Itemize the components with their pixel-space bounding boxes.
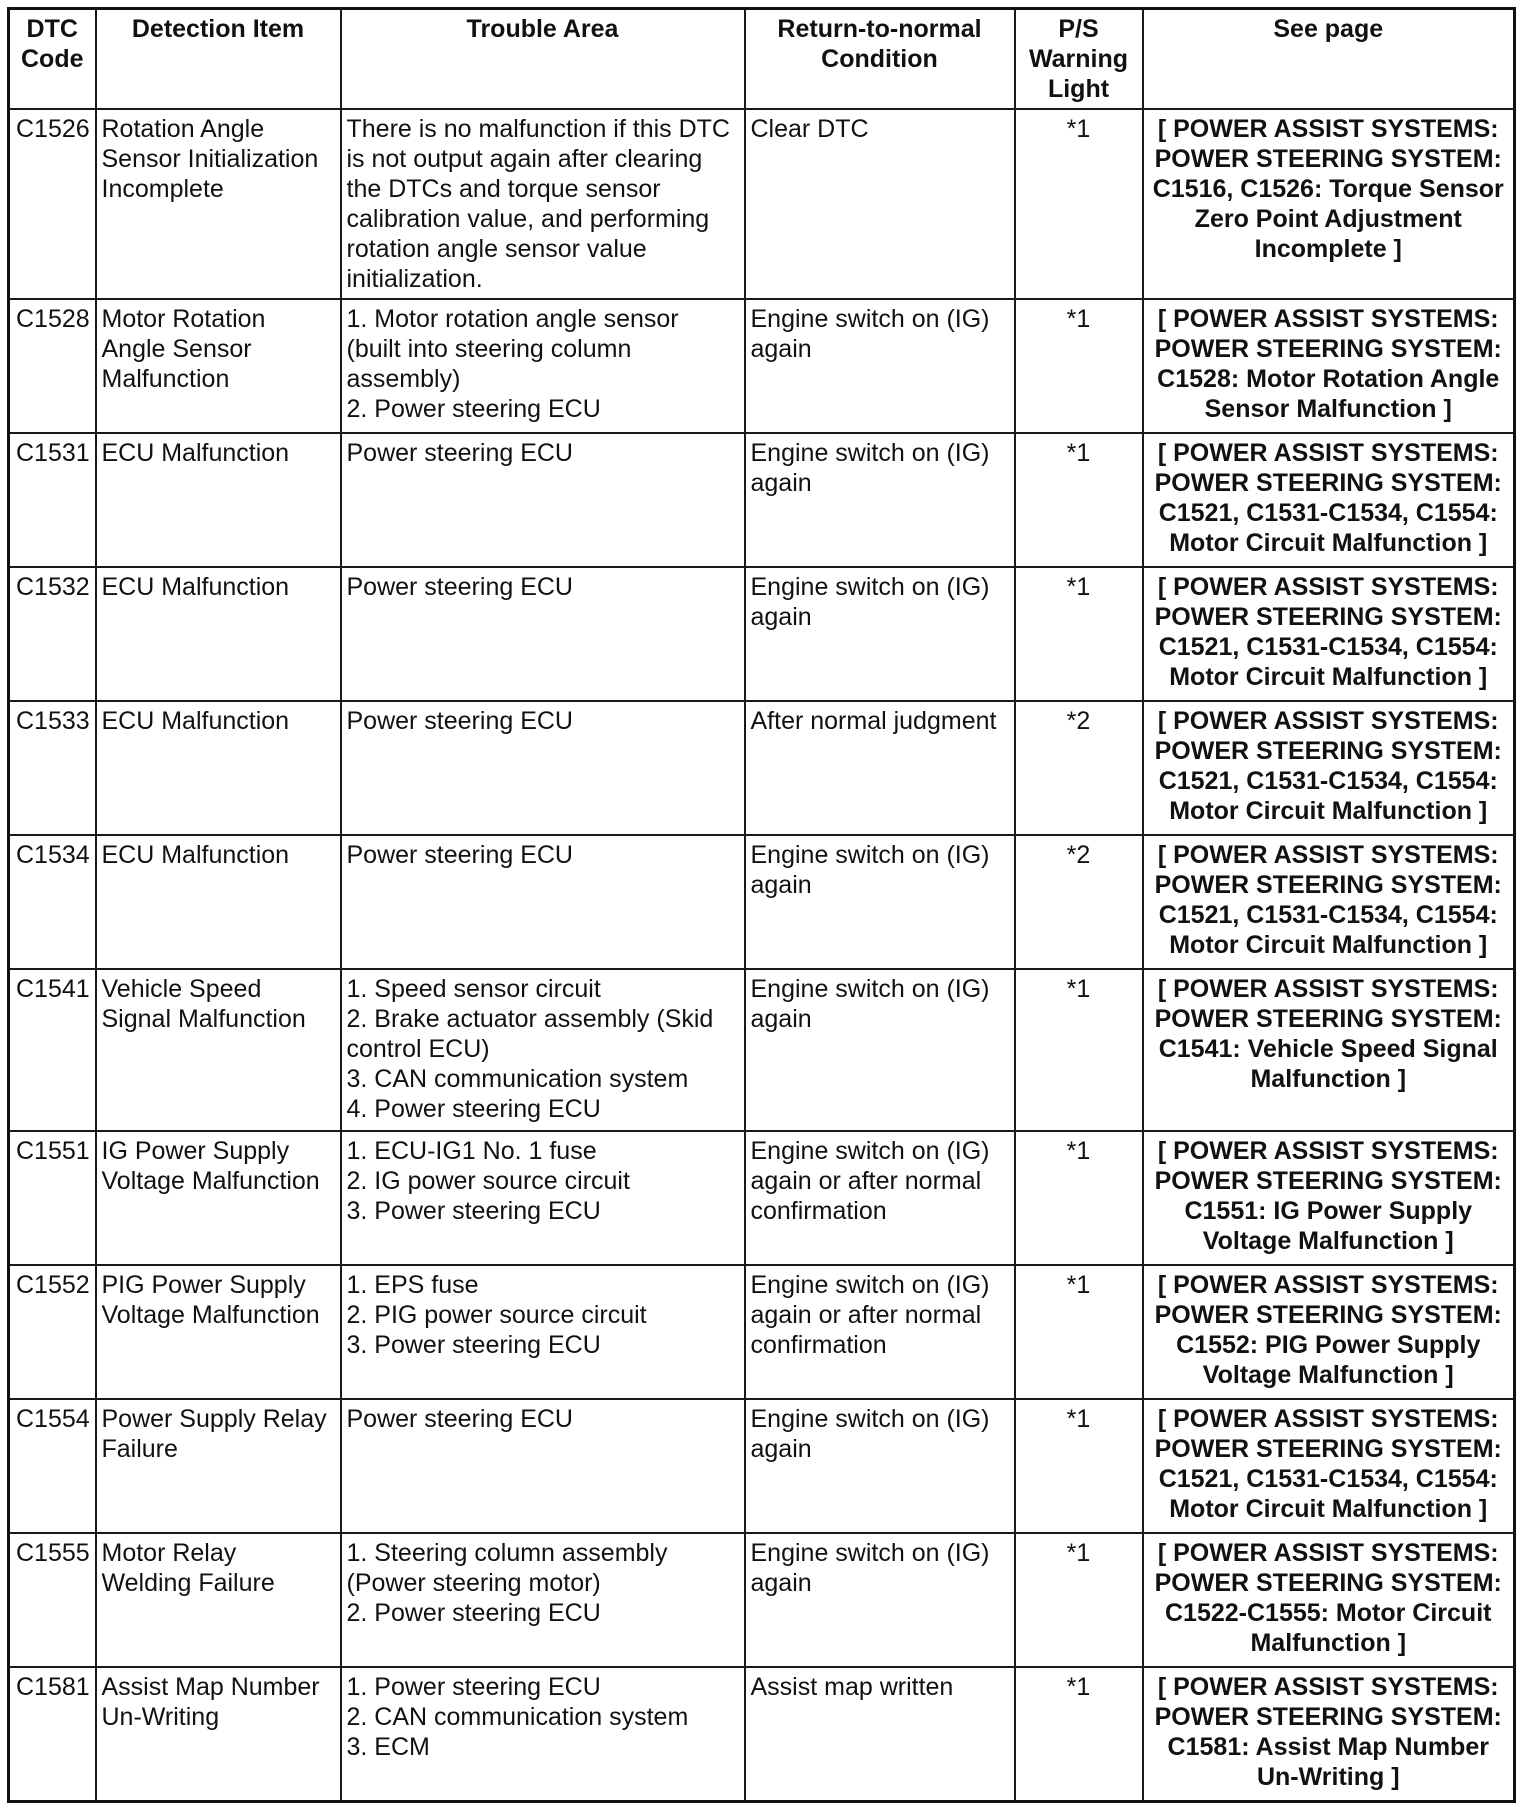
detection-item-cell-line: Angle Sensor bbox=[101, 335, 252, 363]
ps-warning-light-cell: *1 bbox=[1015, 1667, 1143, 1802]
header-trouble-area bbox=[341, 9, 745, 110]
table-row bbox=[9, 1533, 1515, 1667]
detection-item-cell-line: Voltage Malfunction bbox=[101, 1167, 320, 1195]
detection-item-cell bbox=[96, 433, 341, 567]
header-return-condition bbox=[745, 9, 1015, 110]
see-page-link-line[interactable]: [ POWER ASSIST SYSTEMS: bbox=[1157, 1271, 1499, 1299]
trouble-area-cell-line: assembly) bbox=[346, 365, 461, 393]
header-ps-warning-light-line: Warning bbox=[1028, 45, 1129, 73]
dtc-code-cell: C1555 bbox=[9, 1533, 96, 1667]
table-header-row bbox=[9, 9, 1515, 110]
detection-item-cell bbox=[96, 567, 341, 701]
return-condition-cell-line: Engine switch on (IG) bbox=[750, 439, 990, 467]
trouble-area-cell bbox=[341, 1399, 745, 1533]
return-condition-cell-line: again bbox=[750, 1005, 812, 1033]
trouble-area-cell-line: (Power steering motor) bbox=[346, 1569, 601, 1597]
return-condition-cell-line: After normal judgment bbox=[750, 707, 997, 735]
return-condition-cell-line: confirmation bbox=[750, 1197, 887, 1225]
dtc-code-cell: C1532 bbox=[9, 567, 96, 701]
header-ps-warning-light bbox=[1015, 9, 1143, 110]
see-page-link-line[interactable]: Voltage Malfunction ] bbox=[1202, 1227, 1454, 1255]
table-row bbox=[9, 109, 1515, 299]
ps-warning-light-cell: *1 bbox=[1015, 969, 1143, 1131]
table-row bbox=[9, 1399, 1515, 1533]
trouble-area-cell bbox=[341, 1265, 745, 1399]
dtc-code-cell: C1551 bbox=[9, 1131, 96, 1265]
see-page-link-line[interactable]: C1521, C1531-C1534, C1554: bbox=[1158, 767, 1498, 795]
trouble-area-cell-line: 1. EPS fuse bbox=[346, 1271, 479, 1299]
return-condition-cell-line: Engine switch on (IG) bbox=[750, 1271, 990, 1299]
return-condition-cell bbox=[745, 1667, 1015, 1802]
see-page-link-line[interactable]: C1516, C1526: Torque Sensor bbox=[1152, 175, 1504, 203]
ps-warning-light-cell: *1 bbox=[1015, 567, 1143, 701]
detection-item-cell-line: Sensor Initialization bbox=[101, 145, 319, 173]
trouble-area-cell bbox=[341, 835, 745, 969]
see-page-link[interactable] bbox=[1143, 969, 1515, 1131]
detection-item-cell-line: Voltage Malfunction bbox=[101, 1301, 320, 1329]
see-page-link-line[interactable]: C1521, C1531-C1534, C1554: bbox=[1158, 1465, 1498, 1493]
header-dtc-code-line: DTC bbox=[26, 15, 78, 43]
trouble-area-cell-line: 3. CAN communication system bbox=[346, 1065, 689, 1093]
trouble-area-cell-line: 3. Power steering ECU bbox=[346, 1197, 601, 1225]
table-row bbox=[9, 835, 1515, 969]
see-page-link-line[interactable]: POWER STEERING SYSTEM: bbox=[1154, 1167, 1502, 1195]
see-page-link-line[interactable]: Sensor Malfunction ] bbox=[1204, 395, 1452, 423]
see-page-link-line[interactable]: POWER STEERING SYSTEM: bbox=[1154, 1569, 1502, 1597]
trouble-area-cell-line: 4. Power steering ECU bbox=[346, 1095, 601, 1123]
trouble-area-cell-line: Power steering ECU bbox=[346, 1405, 573, 1433]
return-condition-cell bbox=[745, 1131, 1015, 1265]
return-condition-cell-line: again or after normal bbox=[750, 1301, 982, 1329]
dtc-code-cell: C1554 bbox=[9, 1399, 96, 1533]
see-page-link-line[interactable]: C1581: Assist Map Number bbox=[1167, 1733, 1489, 1761]
detection-item-cell bbox=[96, 969, 341, 1131]
see-page-link-line[interactable]: POWER STEERING SYSTEM: bbox=[1154, 1301, 1502, 1329]
return-condition-cell-line: Engine switch on (IG) bbox=[750, 1405, 990, 1433]
trouble-area-cell bbox=[341, 1533, 745, 1667]
trouble-area-cell bbox=[341, 701, 745, 835]
see-page-link-line[interactable]: C1521, C1531-C1534, C1554: bbox=[1158, 633, 1498, 661]
see-page-link-line[interactable]: Zero Point Adjustment bbox=[1194, 205, 1462, 233]
trouble-area-cell bbox=[341, 299, 745, 433]
trouble-area-cell bbox=[341, 1131, 745, 1265]
return-condition-cell-line: again bbox=[750, 469, 812, 497]
trouble-area-cell-line: 2. Brake actuator assembly (Skid bbox=[346, 1005, 714, 1033]
detection-item-cell bbox=[96, 1667, 341, 1802]
return-condition-cell-line: again bbox=[750, 603, 812, 631]
header-trouble-area-line: Trouble Area bbox=[466, 15, 619, 43]
trouble-area-cell-line: 2. CAN communication system bbox=[346, 1703, 689, 1731]
see-page-link-line[interactable]: Voltage Malfunction ] bbox=[1202, 1361, 1454, 1389]
return-condition-cell-line: Engine switch on (IG) bbox=[750, 841, 990, 869]
see-page-link-line[interactable]: POWER STEERING SYSTEM: bbox=[1154, 469, 1502, 497]
detection-item-cell-line: ECU Malfunction bbox=[101, 707, 290, 735]
return-condition-cell bbox=[745, 1533, 1015, 1667]
detection-item-cell-line: Un-Writing bbox=[101, 1703, 220, 1731]
detection-item-cell bbox=[96, 109, 341, 299]
trouble-area-cell-line: 1. Steering column assembly bbox=[346, 1539, 668, 1567]
detection-item-cell-line: Failure bbox=[101, 1435, 178, 1463]
return-condition-cell bbox=[745, 701, 1015, 835]
see-page-link[interactable] bbox=[1143, 1533, 1515, 1667]
trouble-area-cell-line: control ECU) bbox=[346, 1035, 490, 1063]
trouble-area-cell-line: 3. ECM bbox=[346, 1733, 430, 1761]
table-row bbox=[9, 433, 1515, 567]
see-page-link-line[interactable]: Malfunction ] bbox=[1250, 1629, 1407, 1657]
ps-warning-light-cell: *1 bbox=[1015, 1399, 1143, 1533]
see-page-link[interactable] bbox=[1143, 1265, 1515, 1399]
dtc-code-cell: C1552 bbox=[9, 1265, 96, 1399]
see-page-link-line[interactable]: [ POWER ASSIST SYSTEMS: bbox=[1157, 439, 1499, 467]
trouble-area-cell-line: Power steering ECU bbox=[346, 707, 573, 735]
header-see-page bbox=[1143, 9, 1515, 110]
detection-item-cell bbox=[96, 1131, 341, 1265]
ps-warning-light-cell: *1 bbox=[1015, 109, 1143, 299]
detection-item-cell-line: Motor Rotation bbox=[101, 305, 266, 333]
see-page-link-line[interactable]: Motor Circuit Malfunction ] bbox=[1169, 931, 1488, 959]
see-page-link-line[interactable]: C1522-C1555: Motor Circuit bbox=[1165, 1599, 1492, 1627]
see-page-link-line[interactable]: C1552: PIG Power Supply bbox=[1176, 1331, 1481, 1359]
detection-item-cell bbox=[96, 1265, 341, 1399]
ps-warning-light-cell: *1 bbox=[1015, 433, 1143, 567]
see-page-link-line[interactable]: [ POWER ASSIST SYSTEMS: bbox=[1157, 573, 1499, 601]
see-page-link-line[interactable]: [ POWER ASSIST SYSTEMS: bbox=[1157, 115, 1499, 143]
header-ps-warning-light-line: Light bbox=[1047, 75, 1110, 103]
return-condition-cell bbox=[745, 433, 1015, 567]
return-condition-cell bbox=[745, 1265, 1015, 1399]
trouble-area-cell-line: initialization. bbox=[346, 265, 483, 293]
see-page-link-line[interactable]: C1521, C1531-C1534, C1554: bbox=[1158, 499, 1498, 527]
detection-item-cell-line: IG Power Supply bbox=[101, 1137, 290, 1165]
detection-item-cell-line: Welding Failure bbox=[101, 1569, 275, 1597]
see-page-link[interactable] bbox=[1143, 299, 1515, 433]
see-page-link-line[interactable]: C1521, C1531-C1534, C1554: bbox=[1158, 901, 1498, 929]
table-row bbox=[9, 1131, 1515, 1265]
dtc-code-cell: C1581 bbox=[9, 1667, 96, 1802]
ps-warning-light-cell: *1 bbox=[1015, 1131, 1143, 1265]
return-condition-cell-line: Engine switch on (IG) bbox=[750, 1137, 990, 1165]
detection-item-cell-line: Malfunction bbox=[101, 365, 230, 393]
see-page-link-line[interactable]: C1528: Motor Rotation Angle bbox=[1157, 365, 1500, 393]
see-page-link-line[interactable]: [ POWER ASSIST SYSTEMS: bbox=[1157, 1405, 1499, 1433]
dtc-code-cell: C1526 bbox=[9, 109, 96, 299]
trouble-area-cell-line: 2. PIG power source circuit bbox=[346, 1301, 647, 1329]
trouble-area-cell-line: 3. Power steering ECU bbox=[346, 1331, 601, 1359]
trouble-area-cell-line: (built into steering column bbox=[346, 335, 632, 363]
return-condition-cell-line: again bbox=[750, 871, 812, 899]
trouble-area-cell-line: There is no malfunction if this DTC bbox=[346, 115, 730, 143]
header-return-condition-line: Condition bbox=[821, 45, 938, 73]
detection-item-cell bbox=[96, 1533, 341, 1667]
trouble-area-cell bbox=[341, 109, 745, 299]
see-page-link-line[interactable]: POWER STEERING SYSTEM: bbox=[1154, 737, 1502, 765]
detection-item-cell-line: ECU Malfunction bbox=[101, 841, 290, 869]
return-condition-cell-line: Assist map written bbox=[750, 1673, 954, 1701]
trouble-area-cell-line: 2. Power steering ECU bbox=[346, 1599, 601, 1627]
trouble-area-cell-line: 2. IG power source circuit bbox=[346, 1167, 630, 1195]
dtc-table bbox=[7, 7, 1516, 1803]
see-page-link-line[interactable]: Motor Circuit Malfunction ] bbox=[1169, 529, 1488, 557]
see-page-link-line[interactable]: POWER STEERING SYSTEM: bbox=[1154, 603, 1502, 631]
ps-warning-light-cell: *1 bbox=[1015, 299, 1143, 433]
dtc-code-cell: C1528 bbox=[9, 299, 96, 433]
trouble-area-cell-line: the DTCs and torque sensor bbox=[346, 175, 661, 203]
header-see-page-line: See page bbox=[1273, 15, 1384, 43]
return-condition-cell-line: Clear DTC bbox=[750, 115, 869, 143]
detection-item-cell-line: Assist Map Number bbox=[101, 1673, 320, 1701]
see-page-link-line[interactable]: [ POWER ASSIST SYSTEMS: bbox=[1157, 305, 1499, 333]
detection-item-cell bbox=[96, 299, 341, 433]
see-page-link-line[interactable]: Malfunction ] bbox=[1250, 1065, 1407, 1093]
table-body bbox=[9, 109, 1515, 1802]
table-row bbox=[9, 701, 1515, 835]
see-page-link-line[interactable]: POWER STEERING SYSTEM: bbox=[1154, 1435, 1502, 1463]
dtc-code-cell: C1531 bbox=[9, 433, 96, 567]
see-page-link-line[interactable]: [ POWER ASSIST SYSTEMS: bbox=[1157, 975, 1499, 1003]
see-page-link[interactable] bbox=[1143, 1399, 1515, 1533]
return-condition-cell bbox=[745, 299, 1015, 433]
dtc-table-container bbox=[7, 7, 1513, 1803]
return-condition-cell bbox=[745, 567, 1015, 701]
see-page-link-line[interactable]: [ POWER ASSIST SYSTEMS: bbox=[1157, 841, 1499, 869]
see-page-link-line[interactable]: C1551: IG Power Supply bbox=[1184, 1197, 1473, 1225]
ps-warning-light-cell: *1 bbox=[1015, 1533, 1143, 1667]
return-condition-cell-line: Engine switch on (IG) bbox=[750, 573, 990, 601]
return-condition-cell-line: again bbox=[750, 335, 812, 363]
detection-item-cell-line: Motor Relay bbox=[101, 1539, 237, 1567]
dtc-code-cell: C1533 bbox=[9, 701, 96, 835]
see-page-link[interactable] bbox=[1143, 835, 1515, 969]
detection-item-cell bbox=[96, 835, 341, 969]
return-condition-cell-line: again bbox=[750, 1569, 812, 1597]
return-condition-cell-line: Engine switch on (IG) bbox=[750, 1539, 990, 1567]
return-condition-cell-line: confirmation bbox=[750, 1331, 887, 1359]
see-page-link-line[interactable]: Motor Circuit Malfunction ] bbox=[1169, 663, 1488, 691]
see-page-link-line[interactable]: POWER STEERING SYSTEM: bbox=[1154, 1005, 1502, 1033]
dtc-code-cell: C1534 bbox=[9, 835, 96, 969]
trouble-area-cell-line: 1. ECU-IG1 No. 1 fuse bbox=[346, 1137, 597, 1165]
trouble-area-cell-line: 1. Motor rotation angle sensor bbox=[346, 305, 679, 333]
see-page-link-line[interactable]: [ POWER ASSIST SYSTEMS: bbox=[1157, 707, 1499, 735]
see-page-link-line[interactable]: Un-Writing ] bbox=[1256, 1763, 1400, 1791]
see-page-link-line[interactable]: POWER STEERING SYSTEM: bbox=[1154, 335, 1502, 363]
trouble-area-cell-line: Power steering ECU bbox=[346, 573, 573, 601]
return-condition-cell bbox=[745, 1399, 1015, 1533]
see-page-link-line[interactable]: POWER STEERING SYSTEM: bbox=[1154, 871, 1502, 899]
see-page-link-line[interactable]: [ POWER ASSIST SYSTEMS: bbox=[1157, 1137, 1499, 1165]
return-condition-cell-line: again bbox=[750, 1435, 812, 1463]
detection-item-cell bbox=[96, 701, 341, 835]
see-page-link[interactable] bbox=[1143, 109, 1515, 299]
see-page-link[interactable] bbox=[1143, 701, 1515, 835]
trouble-area-cell-line: Power steering ECU bbox=[346, 841, 573, 869]
ps-warning-light-cell: *2 bbox=[1015, 701, 1143, 835]
see-page-link-line[interactable]: [ POWER ASSIST SYSTEMS: bbox=[1157, 1539, 1499, 1567]
header-detection-item-line: Detection Item bbox=[131, 15, 305, 43]
header-detection-item bbox=[96, 9, 341, 110]
detection-item-cell-line: Signal Malfunction bbox=[101, 1005, 306, 1033]
trouble-area-cell-line: calibration value, and performing bbox=[346, 205, 710, 233]
detection-item-cell-line: ECU Malfunction bbox=[101, 439, 290, 467]
trouble-area-cell bbox=[341, 969, 745, 1131]
dtc-code-cell: C1541 bbox=[9, 969, 96, 1131]
table-row bbox=[9, 1265, 1515, 1399]
see-page-link-line[interactable]: C1541: Vehicle Speed Signal bbox=[1158, 1035, 1498, 1063]
see-page-link[interactable] bbox=[1143, 433, 1515, 567]
see-page-link[interactable] bbox=[1143, 1131, 1515, 1265]
see-page-link[interactable] bbox=[1143, 567, 1515, 701]
trouble-area-cell bbox=[341, 433, 745, 567]
return-condition-cell bbox=[745, 109, 1015, 299]
see-page-link[interactable] bbox=[1143, 1667, 1515, 1802]
see-page-link-line[interactable]: Motor Circuit Malfunction ] bbox=[1169, 1495, 1488, 1523]
return-condition-cell-line: Engine switch on (IG) bbox=[750, 305, 990, 333]
detection-item-cell-line: Power Supply Relay bbox=[101, 1405, 327, 1433]
ps-warning-light-cell: *1 bbox=[1015, 1265, 1143, 1399]
trouble-area-cell-line: 1. Speed sensor circuit bbox=[346, 975, 601, 1003]
ps-warning-light-cell: *2 bbox=[1015, 835, 1143, 969]
trouble-area-cell-line: 2. Power steering ECU bbox=[346, 395, 601, 423]
detection-item-cell-line: PIG Power Supply bbox=[101, 1271, 306, 1299]
header-ps-warning-light-line: P/S bbox=[1058, 15, 1099, 43]
detection-item-cell-line: ECU Malfunction bbox=[101, 573, 290, 601]
detection-item-cell-line: Incomplete bbox=[101, 175, 224, 203]
trouble-area-cell-line: is not output again after clearing bbox=[346, 145, 703, 173]
trouble-area-cell bbox=[341, 1667, 745, 1802]
detection-item-cell-line: Vehicle Speed bbox=[101, 975, 262, 1003]
return-condition-cell-line: again or after normal bbox=[750, 1167, 982, 1195]
table-row bbox=[9, 567, 1515, 701]
table-row bbox=[9, 1667, 1515, 1802]
header-dtc-code-line: Code bbox=[21, 45, 84, 73]
see-page-link-line[interactable]: Incomplete ] bbox=[1254, 235, 1402, 263]
see-page-link-line[interactable]: POWER STEERING SYSTEM: bbox=[1154, 1703, 1502, 1731]
trouble-area-cell bbox=[341, 567, 745, 701]
table-row bbox=[9, 969, 1515, 1131]
return-condition-cell bbox=[745, 835, 1015, 969]
see-page-link-line[interactable]: [ POWER ASSIST SYSTEMS: bbox=[1157, 1673, 1499, 1701]
table-row bbox=[9, 299, 1515, 433]
detection-item-cell bbox=[96, 1399, 341, 1533]
header-dtc-code bbox=[9, 9, 96, 110]
trouble-area-cell-line: Power steering ECU bbox=[346, 439, 573, 467]
return-condition-cell-line: Engine switch on (IG) bbox=[750, 975, 990, 1003]
trouble-area-cell-line: rotation angle sensor value bbox=[346, 235, 647, 263]
see-page-link-line[interactable]: Motor Circuit Malfunction ] bbox=[1169, 797, 1488, 825]
detection-item-cell-line: Rotation Angle bbox=[101, 115, 265, 143]
return-condition-cell bbox=[745, 969, 1015, 1131]
trouble-area-cell-line: 1. Power steering ECU bbox=[346, 1673, 601, 1701]
see-page-link-line[interactable]: POWER STEERING SYSTEM: bbox=[1154, 145, 1502, 173]
header-return-condition-line: Return-to-normal bbox=[777, 15, 982, 43]
